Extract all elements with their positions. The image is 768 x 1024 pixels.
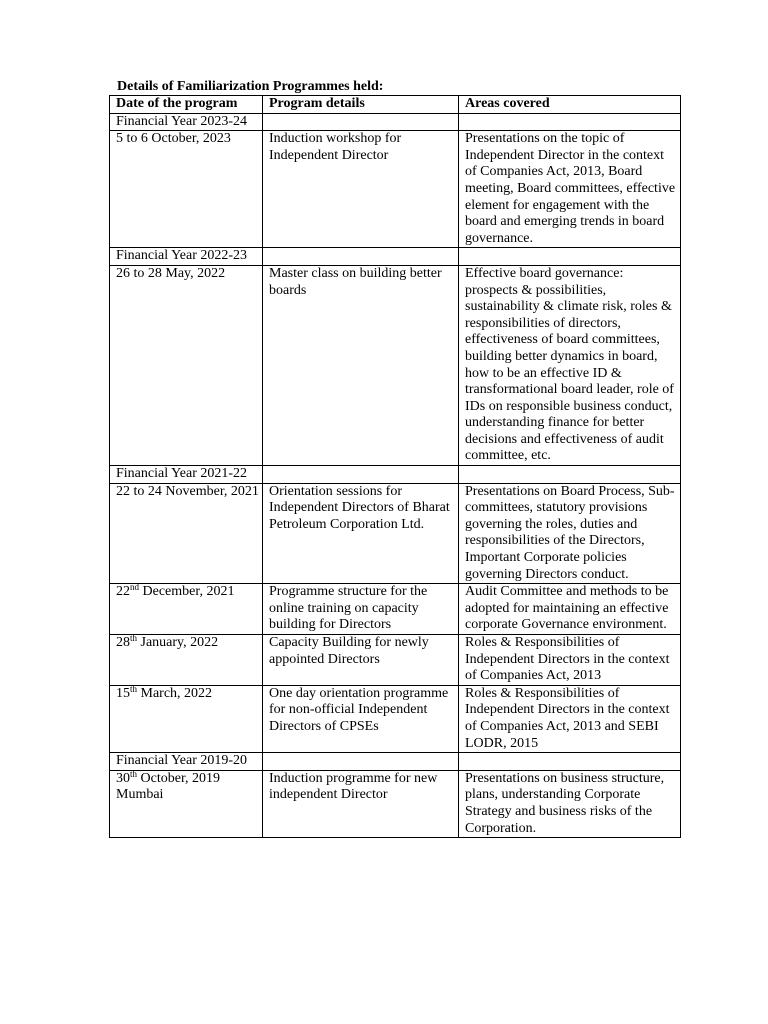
empty-cell (263, 113, 459, 131)
table-row (110, 635, 681, 686)
empty-cell (263, 753, 459, 771)
program-details-cell: One day orientation programme for non-official Independent Directors of CPSEs (263, 685, 459, 752)
date-month-year: October, 2019 (137, 770, 221, 786)
financial-year-label: Financial Year 2022-23 (110, 248, 263, 266)
areas-covered-cell: Roles & Responsibilities of Independent Directors in the context of Companies Act, 2013 and SEBI LODR, 2015 (459, 685, 681, 752)
date-cell: 26 to 28 May, 2022 (110, 265, 263, 465)
date-day: 22 (116, 584, 130, 600)
areas-covered-cell: Roles & Responsibilities of Independent Directors in the context of Companies Act, 2013 (459, 635, 681, 686)
date-cell: 5 to 6 October, 2023 (110, 131, 263, 248)
financial-year-row (110, 248, 681, 266)
table-header-row (110, 96, 681, 114)
empty-cell (263, 466, 459, 484)
financial-year-label: Financial Year 2021-22 (110, 466, 263, 484)
familiarization-programmes-table (109, 95, 681, 838)
date-day: 28 (116, 635, 130, 650)
financial-year-row (110, 753, 681, 771)
date-ordinal-suffix: th (130, 633, 138, 643)
date-ordinal-suffix: nd (130, 582, 139, 593)
areas-covered-cell: Presentations on the topic of Independent Director in the context of Companies Act, 2013, Board meeting, Board committees, effective element for engagement with the board and emerging trends in board governance. (459, 131, 681, 248)
program-details-cell: Orientation sessions for Independent Directors of Bharat Petroleum Corporation Ltd. (263, 483, 459, 584)
table-row (110, 584, 681, 635)
column-header-areas-covered: Areas covered (459, 96, 681, 114)
date-cell (110, 685, 263, 752)
areas-covered-cell: Audit Committee and methods to be adopted for maintaining an effective corporate Governance environment. (459, 584, 681, 635)
empty-cell (459, 753, 681, 771)
table-row (110, 685, 681, 752)
areas-covered-cell: Presentations on business structure, plans, understanding Corporate Strategy and business risks of the Corporation. (459, 770, 681, 837)
program-details-cell: Master class on building better boards (263, 265, 459, 465)
date-month-year: January, 2022 (137, 635, 219, 650)
table-row (110, 265, 681, 465)
date-month-year: December, 2021 (139, 584, 235, 600)
page-heading: Details of Familiarization Programmes held: (117, 79, 384, 94)
date-cell (110, 584, 263, 635)
table-row (110, 770, 681, 837)
areas-covered-cell: Effective board governance: prospects & possibilities, sustainability & climate risk, roles & responsibilities of directors, effectiveness of board committees, building better dynamics in board, how to be an effective ID & transformational board leader, role of IDs on responsible business conduct, understanding finance for better decisions and effectiveness of audit committee, etc. (459, 265, 681, 465)
date-cell (110, 635, 263, 686)
program-details-cell: Capacity Building for newly appointed Directors (263, 635, 459, 686)
program-details-cell: Programme structure for the online training on capacity building for Directors (263, 584, 459, 635)
financial-year-row (110, 113, 681, 131)
program-details-cell: Induction programme for new independent Director (263, 770, 459, 837)
empty-cell (263, 248, 459, 266)
financial-year-row (110, 466, 681, 484)
date-cell: 22 to 24 November, 2021 (110, 483, 263, 584)
date-day: 15 (116, 685, 130, 701)
table-row (110, 483, 681, 584)
date-place: Mumbai (116, 787, 164, 803)
empty-cell (459, 248, 681, 266)
program-details-cell: Induction workshop for Independent Director (263, 131, 459, 248)
date-month-year: March, 2022 (137, 685, 213, 701)
empty-cell (459, 466, 681, 484)
date-ordinal-suffix: th (130, 768, 138, 779)
date-ordinal-suffix: th (130, 683, 138, 694)
column-header-program-details: Program details (263, 96, 459, 114)
empty-cell (459, 113, 681, 131)
financial-year-label: Financial Year 2019-20 (110, 753, 263, 771)
table-row (110, 131, 681, 248)
date-cell (110, 770, 263, 837)
column-header-date: Date of the program (110, 96, 263, 114)
date-day: 30 (116, 770, 130, 786)
areas-covered-cell: Presentations on Board Process, Sub-committees, statutory provisions governing the roles, duties and responsibilities of the Directors, Important Corporate policies governing Directors conduct. (459, 483, 681, 584)
financial-year-label: Financial Year 2023-24 (110, 113, 263, 131)
